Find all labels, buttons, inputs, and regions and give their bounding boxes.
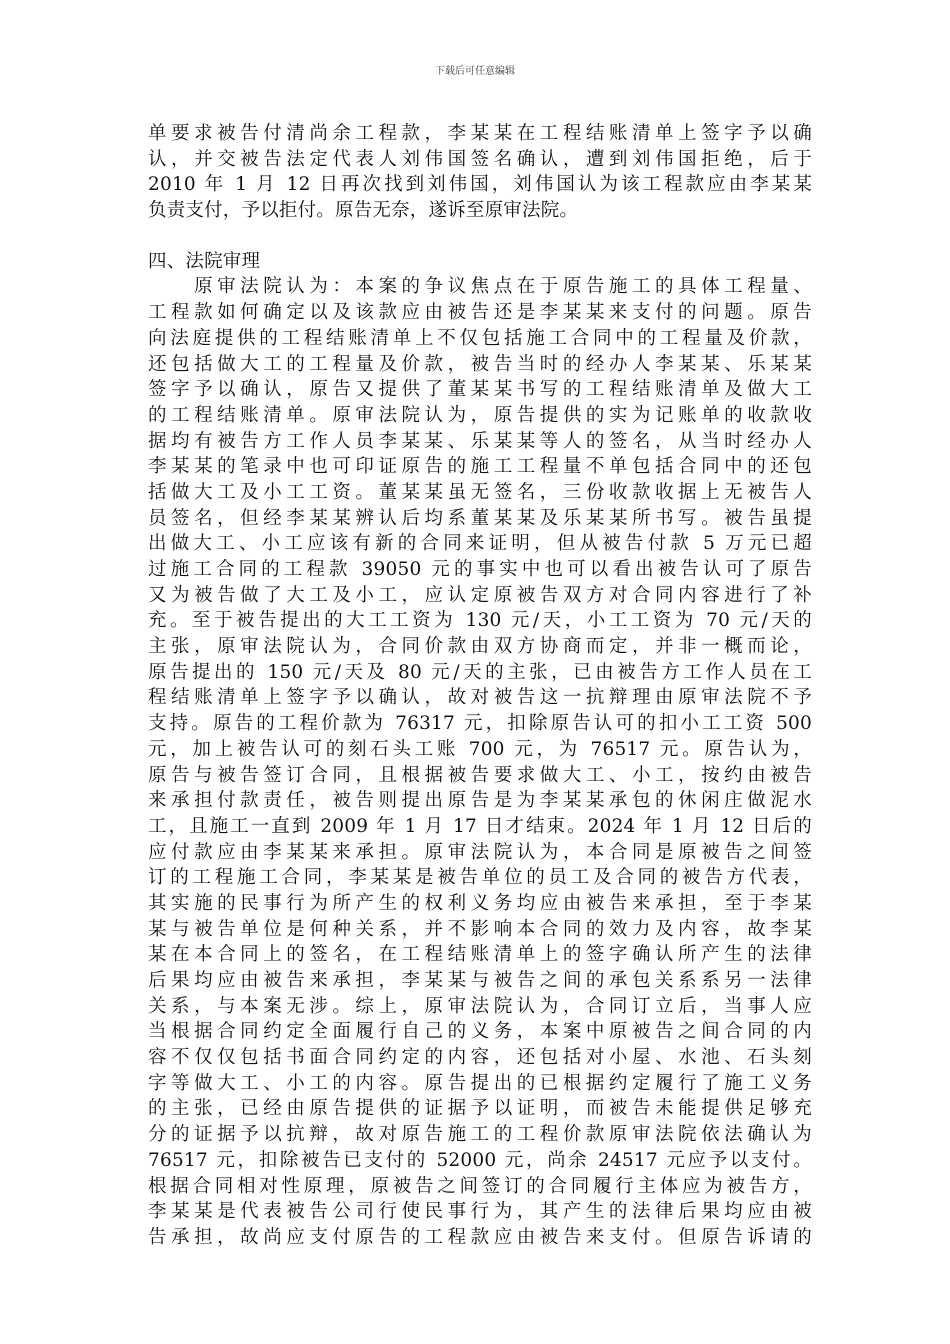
- text-line: 充。至于被告提出的大工工资为 130 元/天，小工工资为 70 元/天的: [148, 610, 812, 632]
- text-line: 向法庭提供的工程结账清单上不仅包括施工合同中的工程量及价款，: [148, 327, 812, 349]
- text-line: 支持。原告的工程价款为 76317 元，扣除原告认可的扣小工工资 500: [148, 713, 812, 735]
- text-line: 来承担付款责任，被告则提出原告是为李某某承包的休闲庄做泥水: [148, 790, 812, 812]
- text-line: 出做大工、小工应该有新的合同来证明，但从被告付款 5 万元已超: [148, 533, 812, 555]
- text-line: 的工程结账清单。原审法院认为，原告提供的实为记账单的收款收: [148, 404, 812, 426]
- document-body: [148, 121, 812, 1251]
- text-line: 的主张，已经由原告提供的证据予以证明，而被告未能提供足够充: [148, 1098, 812, 1120]
- text-line: 单要求被告付清尚余工程款，李某某在工程结账清单上签字予以确: [148, 123, 812, 144]
- main-paragraph: [148, 274, 812, 1250]
- text-line: 负责支付，予以拒付。原告无奈，遂诉至原审法院。: [148, 200, 579, 222]
- paragraph-spacer: [148, 224, 812, 249]
- text-line: 李某某是代表被告公司行使民事行为，其产生的法律后果均应由被: [148, 1201, 812, 1223]
- text-line: 原告与被告签订合同，且根据被告要求做大工、小工，按约由被告: [148, 764, 812, 786]
- text-line: 其实施的民事行为所产生的权利义务均应由被告来承担，至于李某: [148, 892, 812, 914]
- text-line: 员签名，但经李某某辨认后均系董某某及乐某某所书写。被告虽提: [148, 507, 812, 529]
- text-line: 主张，原审法院认为，合同价款由双方协商而定，并非一概而论，: [148, 636, 812, 658]
- intro-paragraph: [148, 121, 812, 224]
- text-line: 签字予以确认，原告又提供了董某某书写的工程结账清单及做大工: [148, 379, 812, 401]
- text-line: 76517 元，扣除被告已支付的 52000 元，尚余 24517 元应予以支付。: [148, 1149, 812, 1171]
- text-line: 分的证据予以抗辩，故对原告施工的工程价款原审法院依法确认为: [148, 1124, 812, 1146]
- text-line: 认，并交被告法定代表人刘伟国签名确认，遭到刘伟国拒绝，后于: [148, 148, 812, 170]
- text-line: 某与被告单位是何种关系，并不影响本合同的效力及内容，故李某: [148, 918, 812, 940]
- text-line: 告承担，故尚应支付原告的工程款应由被告来支付。但原告诉请的: [148, 1226, 812, 1248]
- text-line: 后果均应由被告来承担，李某某与被告之间的承包关系系另一法律: [148, 970, 812, 991]
- text-line: 某在本合同上的签名，在工程结账清单上的签字确认所产生的法律: [148, 944, 812, 966]
- text-line: 当根据合同约定全面履行自己的义务，本案中原被告之间合同的内: [148, 1021, 812, 1043]
- text-line: 据均有被告方工作人员李某某、乐某某等人的签名，从当时经办人: [148, 430, 812, 452]
- text-line: 关系，与本案无涉。综上，原审法院认为，合同订立后，当事人应: [148, 995, 812, 1017]
- text-line: 过施工合同的工程款 39050 元的事实中也可以看出被告认可了原告: [148, 559, 812, 580]
- text-line: 字等做大工、小工的内容。原告提出的已根据约定履行了施工义务: [148, 1072, 812, 1094]
- text-line: 订的工程施工合同，李某某是被告单位的员工及合同的被告方代表，: [148, 867, 812, 889]
- text-line: 还包括做大工的工程量及价款，被告当时的经办人李某某、乐某某: [148, 353, 812, 375]
- text-line: 原审法院认为：本案的争议焦点在于原告施工的具体工程量、: [148, 276, 812, 298]
- text-line: 李某某的笔录中也可印证原告的施工工程量不单包括合同中的还包: [148, 456, 812, 478]
- text-line: 又为被告做了大工及小工，应认定原被告双方对合同内容进行了补: [148, 584, 812, 606]
- text-line: 原告提出的 150 元/天及 80 元/天的主张，已由被告方工作人员在工: [148, 661, 812, 683]
- text-line: 应付款应由李某某来承担。原审法院认为，本合同是原被告之间签: [148, 841, 812, 863]
- text-line: 2010 年 1 月 12 日再次找到刘伟国，刘伟国认为该工程款应由李某某: [148, 174, 812, 196]
- text-line: 元，加上被告认可的刻石头工账 700 元，为 76517 元。原告认为，: [148, 738, 812, 760]
- text-line: 程结账清单上签字予以确认，故对被告这一抗辩理由原审法院不予: [148, 687, 812, 709]
- text-line: 容不仅仅包括书面合同约定的内容，还包括对小屋、水池、石头刻: [148, 1047, 812, 1069]
- text-line: 括做大工及小工工资。董某某虽无签名，三份收款收据上无被告人: [148, 481, 812, 503]
- page-header: 下载后可任意编辑: [435, 66, 515, 77]
- text-line: 工，且施工一直到 2009 年 1 月 17 日才结束。2024 年 1 月 12 日后的: [148, 815, 812, 837]
- text-line: 工程款如何确定以及该款应由被告还是李某某来支付的问题。原告: [148, 302, 812, 324]
- text-line: 根据合同相对性原理，原被告之间签订的合同履行主体应为被告方，: [148, 1175, 812, 1197]
- section-heading: 四、法院审理: [148, 250, 261, 272]
